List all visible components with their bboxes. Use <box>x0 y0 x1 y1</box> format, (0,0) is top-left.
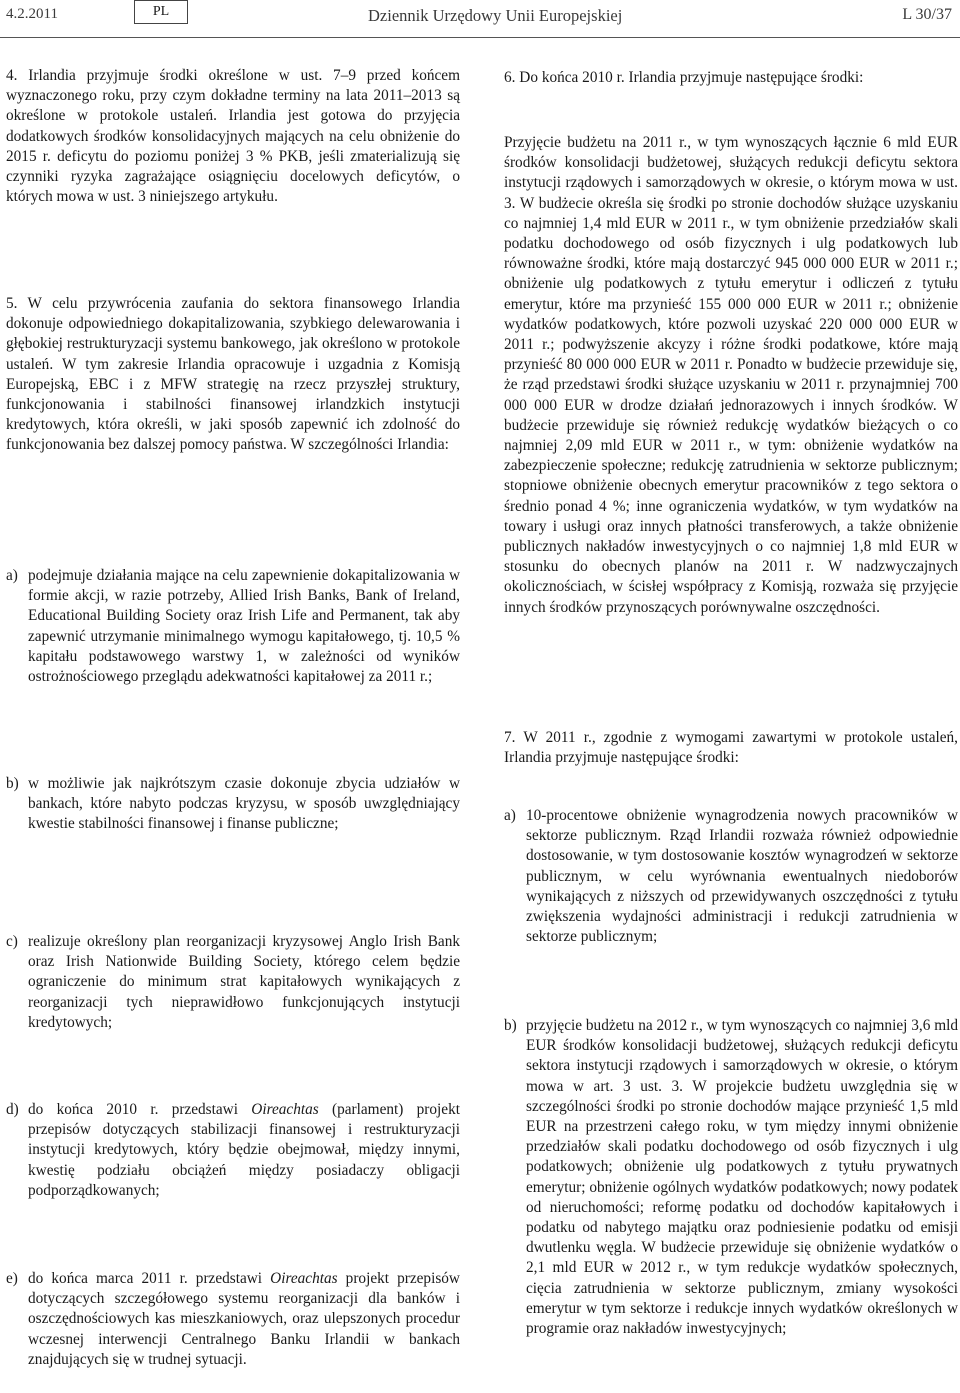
list-label: b) <box>6 775 19 792</box>
header-rule <box>0 37 960 38</box>
list-text: przyjęcie budżetu na 2012 r., w tym wynoszących co najmniej 3,6 mld EUR środków konsolidacji budżetowej, służących redukcji deficytu sektora instytucji rządowych i samorządowych w okresie, o którym mowa w art. 3 ust. 3. W projekcie budżetu uwzględnia się w szczególności środki po stronie dochodów mające przynieść 1,5 mld EUR na przestrzeni całego roku, w tym między innymi obniżenie przedziałów skali podatku dochodowego od osób fizycznych i ulg podatkowych; obniżenie ulg podatkowych z tytułu prywatnych emerytur; obniżenie ogólnych wydatków podatkowych; nowy podatek od nieruchomości; reformę podatku od dochodów kapitałowych i podatku od nabytego majątku oraz podniesienie podatku od emisji dwutlenku węgla. W budżecie przewiduje się obniżenie wydatków o 2,1 mld EUR w 2012 r., w tym redukcje wydatków społecznych, cięcia zatrudnienia w sektorze publicznym, zmiany wysokości emerytur w tym sektorze i redukcje innych wydatków określonych w programie oraz nakładów inwestycyjnych; <box>526 1017 958 1338</box>
list-label: b) <box>504 1017 517 1034</box>
language-badge: PL <box>134 0 188 24</box>
list-label: a) <box>504 807 516 824</box>
list-text: do końca marca 2011 r. przedstawi Oireachtas projekt przepisów dotyczących szczegółowego systemu reorganizacji dla banków i oszczędnościowych kas mieszkaniowych, oraz ulepszonych procedur wczesnej interwencji Centralnego Banku Irlandii w bankach znajdujących się w trudnej sytuacji. <box>28 1270 460 1368</box>
page-header <box>0 0 960 42</box>
list-label: a) <box>6 567 18 584</box>
list-label: d) <box>6 1101 19 1118</box>
list-label: c) <box>6 933 18 950</box>
list-label: e) <box>6 1270 18 1287</box>
paragraph-7: 7. W 2011 r., zgodnie z wymogami zawartymi w protokole ustaleń, Irlandia przyjmuje następujące środki: <box>504 729 958 767</box>
paragraph-6-title: 6. Do końca 2010 r. Irlandia przyjmuje następujące środki: <box>504 69 864 86</box>
paragraph-4: 4. Irlandia przyjmuje środki określone w ust. 7–9 przed końcem wyznaczonego roku, przy czym dokładne terminy na lata 2011–2013 są określone w protokole ustaleń. Irlandia jest gotowa do przyjęcia dodatkowych środków konsolidacyjnych mających na celu obniżenie do 2015 r. deficytu do poziomu poniżej 3 % PKB, jeśli zmaterializują się czynniki ryzyka zagrażające osiągnięciu docelowych deficytów, o których mowa w ust. 3 niniejszego artykułu. <box>6 67 460 206</box>
list-text: realizuje określony plan reorganizacji kryzysowej Anglo Irish Bank oraz Irish Nationwide Building Society, którego celem będzie ograniczenie do minimum strat kapitałowych wynikających z reorganizacji tych nieprawidłowo funkcjonujących instytucji kredytowych; <box>28 933 460 1031</box>
paragraph-6-body: Przyjęcie budżetu na 2011 r., w tym wynoszących łącznie 6 mld EUR środków konsolidacji budżetowej, służących redukcji deficytu sektora instytucji rządowych i samorządowych w okresie, o którym mowa w ust. 3. W budżecie określa się środki po stronie dochodów służące uzyskaniu co najmniej 1,4 mld EUR w 2011 r., w tym obniżenie przedziałów skali podatku dochodowego od osób fizycznych i ulg podatkowych lub równoważne środki, które mają dostarczyć 945 000 000 EUR w 2011 r.; obniżenie ulg podatkowych z tytułu emerytur i odliczeń z tytułu emerytur, które ma przynieść 155 000 000 EUR w 2011 r.; obniżenie wydatków podatkowych, które pozwoli uzyskać 220 000 000 EUR w 2011 r.; podwyższenie akcyzy i różne środki podatkowe, które mają przynieść 80 000 000 EUR w 2011 r. Ponadto w budżecie przewiduje się, że rząd przedstawi środki służące uzyskaniu w 2011 r. przynajmniej 700 000 000 EUR w drodze działań jednorazowych i innych środków. W budżecie przewiduje się również redukcję wydatków bieżących o co najmniej 2,09 mld EUR w 2011 r., w tym: obniżenie wydatków na zabezpieczenie społeczne; redukcję zatrudnienia w sektorze publicznym; stopniowe obniżenie obecnych emerytur pracowników z tego sektora o średnio ponad 4 %; inne ograniczenia wydatków, w tym wydatków na towary i usługi oraz innych płatności transferowych, a także obniżenie publicznych nakładów inwestycyjnych o co najmniej 1,8 mld EUR w stosunku do obecnych planów na 2011 r. W nadzwyczajnych okolicznościach, w ścisłej współpracy z Komisją, rozważa się przyjęcie innych środków przynoszących porównywalne oszczędności. <box>504 134 958 616</box>
list-text: do końca 2010 r. przedstawi Oireachtas (parlament) projekt przepisów dotyczących stabilizacji finansowej i restrukturyzacji instytucji kredytowych, który będzie obejmował, między innymi, kwestię podziału obciążeń między posiadaczy obligacji podporządkowanych; <box>28 1101 460 1199</box>
page-number: L 30/37 <box>902 6 952 23</box>
list-text: podejmuje działania mające na celu zapewnienie dokapitalizowania w formie akcji, w razie potrzeby, Allied Irish Banks, Bank of Ireland, Educational Building Society oraz Irish Life and Permanent, tak aby zapewnić utrzymanie minimalnego wymogu kapitałowego, tj. 10,5 % kapitału podstawowego warstwy 1, w zależności od wyników ostrożnościowego przeglądu adekwatności kapitałowej za 2011 r.; <box>28 567 460 686</box>
paragraph-5: 5. W celu przywrócenia zaufania do sektora finansowego Irlandia dokonuje odpowiedniego dokapitalizowania, szybkiego delewarowania i głębokiej restrukturyzacji systemu bankowego, jak określono w protokole ustaleń. W tym zakresie Irlandia opracowuje i uzgadnia z Komisją Europejską, EBC i z MFW strategię na rzecz przyszłej struktury, funkcjonowania i stabilności finansowej irlandzkich instytucji kredytowych, która określi, w jaki sposób zapewnić ich zdolność do funkcjonowania bez dalszej pomocy państwa. W szczególności Irlandia: <box>6 295 460 454</box>
journal-title: Dziennik Urzędowy Unii Europejskiej <box>368 6 623 25</box>
publication-date: 4.2.2011 <box>6 6 58 22</box>
list-text: 10-procentowe obniżenie wynagrodzenia nowych pracowników w sektorze publicznym. Rząd Irlandii rozważa również odpowiednie dostosowanie, w tym dostosowanie kosztów wynagrodzeń w sektorze publicznym, w celu wyrównania ewentualnych niedoborów wynikających z niższych od przewidywanych oszczędności z tytułu zwiększenia wydajności administracji i redukcji zatrudnienia w sektorze publicznym; <box>526 807 958 946</box>
list-text: w możliwie jak najkrótszym czasie dokonuje zbycia udziałów w bankach, które nabyto podczas kryzysu, w sposób uwzględniający kwestie stabilności finansowej i finanse publiczne; <box>28 775 460 833</box>
